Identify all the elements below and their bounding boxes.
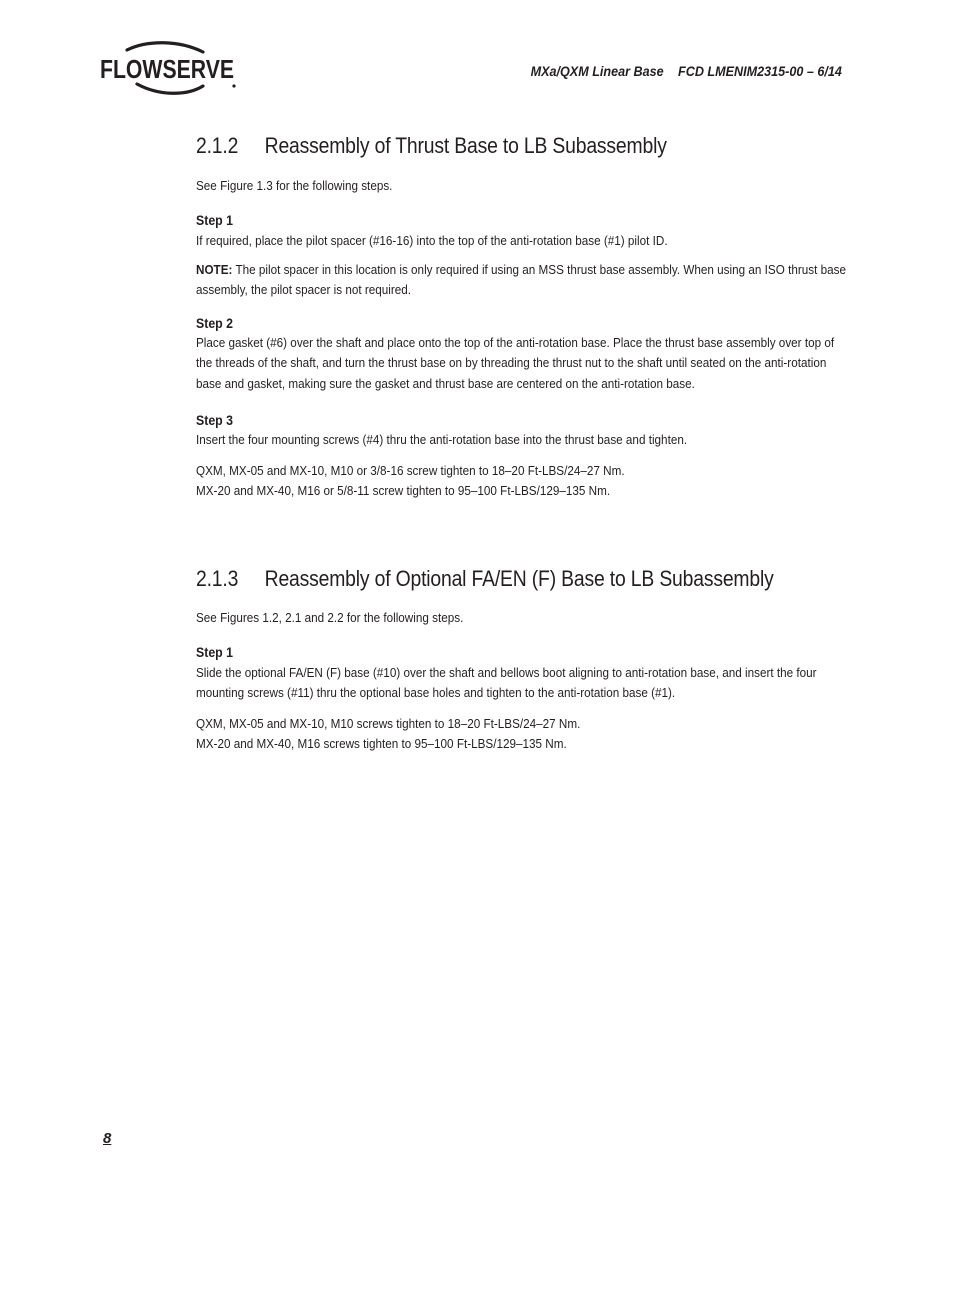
torque-block [196, 461, 846, 502]
torque-block [196, 714, 846, 755]
running-header [531, 63, 842, 79]
step-label: Step 1 [196, 644, 233, 660]
page-number: 8 [103, 1130, 112, 1147]
section-2-1-3-body [196, 608, 846, 628]
note-paragraph [196, 260, 846, 301]
logo-text: FLOWSERVE [100, 54, 234, 84]
note-label: NOTE: [196, 262, 233, 277]
section-number: 2.1.2 [196, 133, 239, 158]
step-2-block [196, 314, 846, 394]
step-text: If required, place the pilot spacer (#16-16) into the top of the anti-rotation base (#1) pilot ID. [196, 233, 668, 248]
flowserve-logo [99, 42, 239, 96]
step-3-block [196, 411, 846, 450]
step-label: Step 2 [196, 315, 233, 331]
intro-text: See Figures 1.2, 2.1 and 2.2 for the following steps. [196, 610, 464, 625]
step-text: Slide the optional FA/EN (F) base (#10) over the shaft and bellows boot aligning to anti-rotation base, and insert the four mounting screws (#11) thru the optional base holes and tighten to the anti-rotation base (#1). [196, 665, 817, 701]
torque-line: MX-20 and MX-40, M16 or 5/8-11 screw tighten to 95–100 Ft-LBS/129–135 Nm. [196, 483, 611, 499]
intro-text: See Figure 1.3 for the following steps. [196, 178, 393, 193]
section-title: Reassembly of Thrust Base to LB Subassembly [264, 133, 667, 158]
section-2-1-2 [196, 133, 846, 159]
section-2-1-3 [196, 566, 846, 592]
note-text: The pilot spacer in this location is only required if using an MSS thrust base assembly. When using an ISO thrust base assembly, the pilot spacer is not required. [196, 262, 846, 298]
torque-line: QXM, MX-05 and MX-10, M10 or 3/8-16 screw tighten to 18–20 Ft-LBS/24–27 Nm. [196, 463, 625, 478]
step-text: Place gasket (#6) over the shaft and place onto the top of the anti-rotation base. Place the thrust base assembly over top of the threads of the shaft, and turn the thrust base on by threading the thrust nut to the shaft until seated on the anti-rotation base and gasket, making sure the gasket and thrust base are centered on the anti-rotation base. [196, 335, 835, 391]
doc-code: FCD LMENIM2315-00 – 6/14 [678, 63, 842, 79]
torque-line: QXM, MX-05 and MX-10, M10 screws tighten to 18–20 Ft-LBS/24–27 Nm. [196, 716, 581, 731]
note-block [196, 260, 846, 301]
section-number: 2.1.3 [196, 566, 239, 591]
section-title: Reassembly of Optional FA/EN (F) Base to LB Subassembly [264, 566, 774, 591]
doc-title: MXa/QXM Linear Base [530, 63, 664, 79]
step-label: Step 3 [196, 412, 233, 428]
step-label: Step 1 [196, 212, 233, 228]
section-heading [196, 133, 846, 159]
section-heading [196, 566, 846, 592]
section-2-1-2-body [196, 176, 846, 196]
step-1-block [196, 643, 846, 704]
step-text: Insert the four mounting screws (#4) thru the anti-rotation base into the thrust base and tighten. [196, 432, 688, 447]
step-1-block [196, 211, 846, 251]
torque-line: MX-20 and MX-40, M16 screws tighten to 95–100 Ft-LBS/129–135 Nm. [196, 736, 567, 752]
